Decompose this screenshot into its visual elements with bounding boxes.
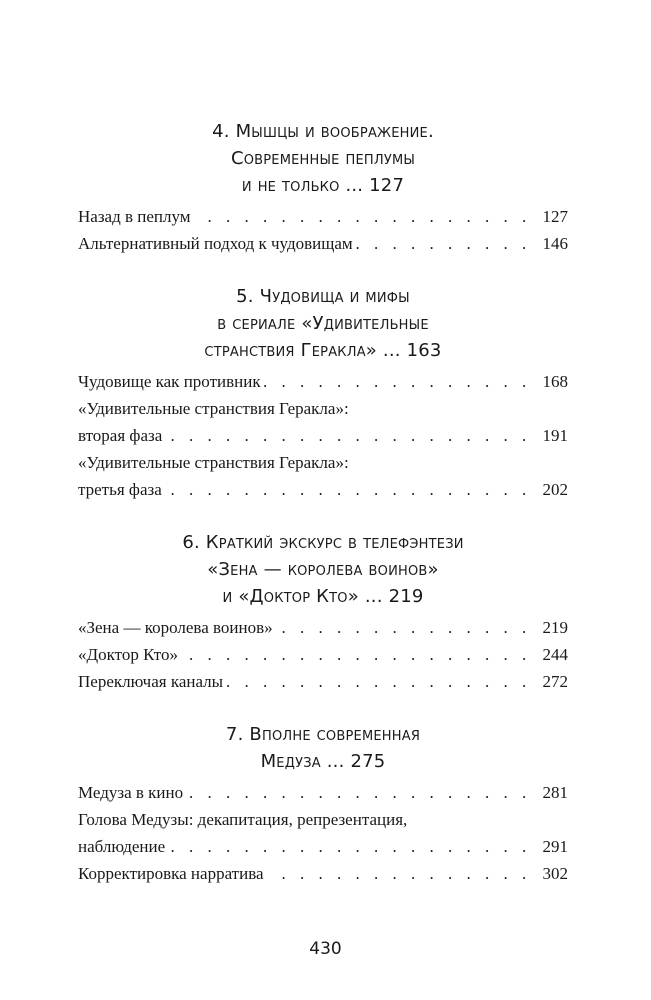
entry-title: Переключая каналы [78, 672, 226, 691]
toc-entry[interactable] [78, 860, 568, 887]
chapter-page-number: 275 [350, 751, 386, 772]
entry-title: Корректировка нарратива [78, 864, 267, 883]
chapter-page-number: 127 [369, 175, 405, 196]
entry-page-number: 168 [539, 368, 569, 395]
entry-title: Назад в пеплум [78, 207, 194, 226]
entry-title: Голова Медузы: декапитация, репрезентация, [78, 810, 410, 829]
toc-entry[interactable] [78, 641, 568, 668]
chapter-page-number: 163 [406, 340, 442, 361]
entry-title: Чудовище как противник [78, 372, 264, 391]
toc-entry[interactable] [78, 203, 568, 230]
entry-title: «Удивительные странствия Геракла»: [78, 399, 352, 418]
chapter-section [78, 118, 568, 257]
entry-title: «Доктор Кто» [78, 645, 181, 664]
chapter-title-line [78, 172, 568, 199]
entry-page-number: 244 [539, 641, 569, 668]
chapter-title-line [78, 583, 568, 610]
chapter-section [78, 283, 568, 503]
entry-page-number: 127 [539, 203, 569, 230]
chapter-title-line-text: Медуза ... [260, 751, 345, 772]
entry-title: Медуза в кино [78, 783, 186, 802]
entry-title: третья фаза [78, 480, 165, 499]
chapter-title [78, 721, 568, 775]
toc-entry[interactable] [78, 806, 568, 833]
chapter-section [78, 721, 568, 887]
chapter-title-line [78, 748, 568, 775]
entry-page-number: 272 [539, 668, 569, 695]
toc-entry[interactable] [78, 779, 568, 806]
toc-entry[interactable] [78, 368, 568, 395]
toc-entry[interactable] [78, 449, 568, 476]
table-of-contents [78, 118, 568, 913]
toc-entry[interactable] [78, 833, 568, 860]
chapter-title-line: 7. Вполне современная [225, 724, 421, 745]
chapter-title [78, 118, 568, 199]
toc-entry[interactable] [78, 422, 568, 449]
chapter-title-line-text: странствия Геракла» ... [204, 340, 401, 361]
chapter-title-line: Современные пеплумы [230, 148, 416, 169]
toc-entry[interactable] [78, 614, 568, 641]
entry-title: «Удивительные странствия Геракла»: [78, 453, 352, 472]
chapter-title-line: «Зена — королева воинов» [207, 559, 439, 580]
entry-page-number: 202 [539, 476, 569, 503]
entry-title: Альтернативный подход к чудовищам [78, 234, 356, 253]
entry-page-number: 219 [539, 614, 569, 641]
chapter-title-line [78, 337, 568, 364]
chapter-page-number: 219 [388, 586, 424, 607]
entry-page-number: 291 [539, 833, 569, 860]
toc-entry[interactable] [78, 395, 568, 422]
entry-title: наблюдение [78, 837, 168, 856]
chapter-title [78, 529, 568, 610]
chapter-title-line: 4. Мышцы и воображение. [212, 121, 434, 142]
entry-page-number: 146 [539, 230, 569, 257]
entry-page-number: 302 [539, 860, 569, 887]
toc-entry[interactable] [78, 476, 568, 503]
entry-page-number: 191 [539, 422, 569, 449]
chapter-title-line: в сериале «Удивительные [217, 313, 429, 334]
entry-title: «Зена — королева воинов» [78, 618, 276, 637]
chapter-title-line-text: и не только ... [241, 175, 364, 196]
chapter-section [78, 529, 568, 695]
entry-title: вторая фаза [78, 426, 165, 445]
chapter-title-line-text: и «Доктор Кто» ... [222, 586, 383, 607]
entry-page-number: 281 [539, 779, 569, 806]
page-number: 430 [309, 939, 342, 959]
chapter-title-line: 6. Краткий экскурс в телефэнтези [182, 532, 464, 553]
chapter-title [78, 283, 568, 364]
chapter-title-line: 5. Чудовища и мифы [236, 286, 410, 307]
toc-entry[interactable] [78, 668, 568, 695]
toc-entry[interactable] [78, 230, 568, 257]
